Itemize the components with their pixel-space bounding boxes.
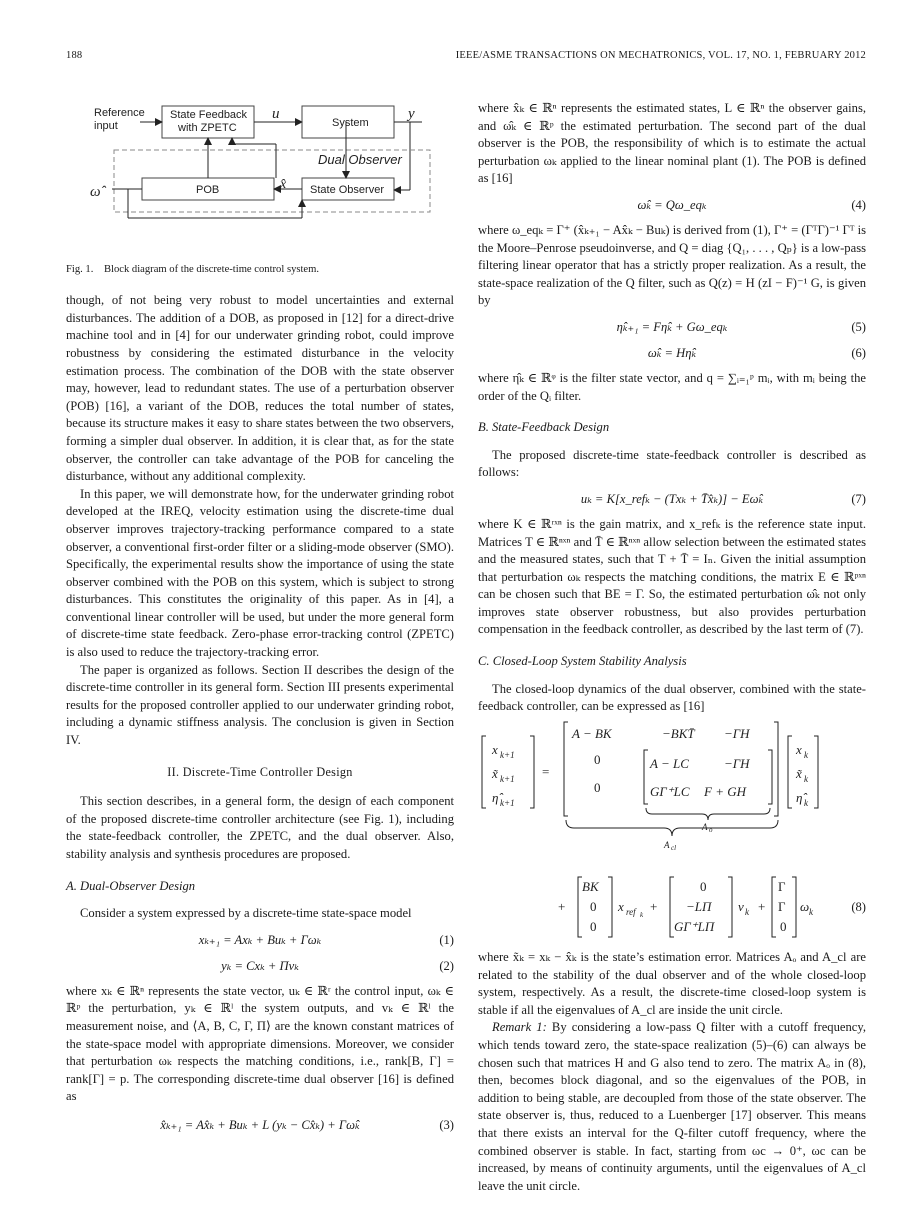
svg-text:System: System — [332, 117, 369, 129]
equation-3: x̂ₖ₊₁ = Ax̂ₖ + Buₖ + L (yₖ − Cx̂ₖ) + Γω̂ₖ (3) — [160, 1117, 454, 1132]
x-hat-label: x̂ — [280, 177, 287, 192]
equation-5: η̂ₖ₊₁ = Fη̂ₖ + Gω_eqₖ (5) — [616, 319, 866, 334]
omega-hat-label: ω̂ — [90, 184, 101, 200]
svg-text:x: x — [796, 741, 802, 757]
svg-text:A − BK: A − BK — [572, 725, 612, 741]
svg-text:o: o — [709, 825, 713, 834]
svg-text:x: x — [618, 899, 624, 915]
svg-text:−ΓH: −ΓH — [724, 755, 750, 771]
svg-text:+: + — [650, 899, 658, 915]
svg-text:k: k — [640, 911, 644, 920]
figure-caption: Fig. 1. Block diagram of the discrete-time control system. — [66, 263, 320, 275]
equation-2: yₖ = Cxₖ + Πvₖ (2) — [221, 958, 454, 973]
svg-text:η̂: η̂ — [492, 789, 499, 805]
paragraph: though, of not being very robust to model uncertainties and external disturbances. The addition of a DOB, as proposed in [12] for a direct-drive machine tool and in [4] for our underwater grinding robot, could improve robustness by considering the estimated disturbance in the velocity estimation process. The combination of the DOB with the state observer may, however, lead to redundant states. The use of a perturbation observer (POB) [16], a variant of the DOB, reduces the total number of states, because its structure makes it easy to share states between the two observers, forming a simpler dual observer. In addition, it is clear that, as for the state observer, the controller can take advantage of the POB for canceling the disturbance, without any additional complexity. — [66, 293, 454, 484]
svg-text:0: 0 — [700, 879, 707, 895]
svg-text:η̂: η̂ — [796, 789, 803, 805]
svg-text:x̃: x̃ — [492, 765, 498, 781]
section-heading: II. Discrete-Time Controller Design — [167, 764, 353, 779]
svg-text:k: k — [804, 773, 808, 784]
paragraph: where x̂ₖ ∈ ℝⁿ represents the estimated states, L ∈ ℝⁿ the observer gains, and ω̂ₖ ∈ ℝᵖ the estimated perturbation. The second part of the dual observer is the POB, the responsibility of which is to estimate the actual perturbation ωₖ applied to the linear nominal plant (1). The POB is defined as [16] — [478, 101, 866, 186]
svg-text:ref: ref — [626, 907, 636, 918]
svg-text:BK: BK — [582, 879, 599, 895]
paragraph: Consider a system expressed by a discrete-time state-space model — [80, 906, 412, 921]
svg-text:POB: POB — [196, 184, 220, 196]
right-column — [478, 100, 866, 1195]
svg-text:Γ: Γ — [778, 879, 786, 895]
y-label: y — [408, 106, 415, 122]
svg-text:GΓ⁺LC: GΓ⁺LC — [650, 783, 690, 799]
svg-text:0: 0 — [590, 919, 597, 935]
svg-text:v: v — [738, 899, 744, 915]
svg-text:A − LC: A − LC — [650, 755, 689, 771]
equation-8-inputs — [478, 871, 866, 943]
svg-text:0: 0 — [594, 751, 601, 767]
svg-text:State Observer: State Observer — [310, 184, 384, 196]
svg-text:k: k — [804, 749, 808, 760]
reference-input-label: Reference — [94, 107, 145, 119]
svg-text:input: input — [94, 120, 118, 132]
svg-text:cl: cl — [671, 843, 677, 852]
equation-6: ω̂ₖ = Hη̂ₖ (6) — [647, 345, 866, 360]
remark-label: Remark 1: — [492, 1020, 547, 1035]
svg-text:k: k — [745, 907, 749, 918]
remark-1: Remark 1: By considering a low-pass Q filter with a cutoff frequency, which tends toward zero, the state-space realization (5)–(6) can always be chosen such that matrices H and G also tend to zero. The matrix Aₒ in (8), then, becomes block diagonal, and so the eigenvalues of the POB, in addition to being stable, are decoupled from those of the state observer. The state observer is, thus, reduced to a Luenberger [17] observer. This means that there exists an interval for the Q-filter cutoff frequency, where the combined observer is stable. In fact, starting from ωc → 0⁺, ωc can be increased, by means of continuity arguments, until the eigenvalues of A_cl leave the unit circle. — [478, 1020, 866, 1193]
left-column — [66, 100, 454, 1144]
paragraph: where x̃ₖ = xₖ − x̂ₖ is the state’s estimation error. Matrices Aₒ and A_cl are related to the stability of the dual observer and of the whole closed-loop system, respectively. As a result, the discrete-time closed-loop system is stable if all the eigenvalues of A_cl are inside the unit circle. — [478, 950, 866, 1017]
svg-text:0: 0 — [594, 779, 601, 795]
svg-text:0: 0 — [780, 919, 787, 935]
equation-8-number: (8) — [851, 900, 866, 915]
paragraph: This section describes, in a general form, the design of each component of the proposed discrete-time controller architecture (see Fig. 1), including the state-feedback controller, the ZPETC, and the dual observer. Also, stability analysis and synthesis procedures are proposed. — [66, 794, 454, 861]
paragraph: The paper is organized as follows. Section II describes the design of the discrete-time controller in its general form. Section III presents experimental results for the proposed controller applied to our underwater grinding robot, including a dynamic stiffness analysis. The conclusion is given in Section IV. — [66, 662, 454, 748]
dual-observer-label: Dual Observer — [318, 152, 402, 167]
svg-text:0: 0 — [590, 899, 597, 915]
svg-text:−ΓH: −ΓH — [724, 725, 750, 741]
svg-text:Γ: Γ — [778, 899, 786, 915]
svg-text:with ZPETC: with ZPETC — [178, 122, 237, 134]
subsection-heading: C. Closed-Loop System Stability Analysis — [478, 654, 687, 669]
svg-text:ω: ω — [800, 899, 810, 915]
svg-text:k+1: k+1 — [500, 749, 515, 760]
svg-text:x̃: x̃ — [796, 765, 802, 781]
paragraph: where η̂ₖ ∈ ℝᵠ is the filter state vector, and q = ∑ᵢ₌₁ᵖ mᵢ, with mᵢ being the order of the Qᵢ filter. — [478, 370, 866, 403]
paragraph: In this paper, we will demonstrate how, for the underwater grinding robot developed at the IREQ, velocity estimation using the discrete-time dual observer improves trajectory-tracking performance compared to a state observer, a conventional first-order filter or a sliding-mode observer (SMO). Specifically, the experimental results show the importance of using the state observer combined with the POB on this system, which is subject to strong disturbances. This constitutes the originality of this paper. As in [4], a conventional linear controller will be used, but under the more general form of discrete-time state feedback. Zero-phase error-tracking control (ZPETC) is also used to reduce the trajectory-tracking error. — [66, 486, 454, 660]
svg-text:=: = — [542, 763, 550, 779]
paragraph: where K ∈ ℝʳˣⁿ is the gain matrix, and x_refₖ is the reference state input. Matrices T ∈ ℝⁿˣⁿ and T̄ ∈ ℝⁿˣⁿ allow selection between the estimated states and the measured states, such that T + T̄ = Iₙ. Given the initial assumption that perturbation ωₖ respects the matching conditions, the matrix E ∈ ℝᵖˣⁿ can be chosen such that BE = Γ. So, the estimated perturbation ω̂ₖ not only improves state observer robustness, but also provides perturbation compensation in the feedback controller, as described by the last term of (7). — [478, 516, 866, 637]
equation-4: ω̂ₖ = Qω_eqₖ (4) — [637, 197, 866, 212]
paragraph: The proposed discrete-time state-feedback controller is described as follows: — [478, 447, 866, 480]
svg-text:F + GH: F + GH — [704, 783, 746, 799]
journal-header: IEEE/ASME TRANSACTIONS ON MECHATRONICS, VOL. 17, NO. 1, FEBRUARY 2012 — [455, 50, 866, 61]
svg-text:+: + — [558, 899, 566, 915]
paragraph: where xₖ ∈ ℝⁿ represents the state vector, uₖ ∈ ℝʳ the control input, ωₖ ∈ ℝᵖ the perturbation, yₖ ∈ ℝˡ the system outputs, and vₖ ∈ ℝˡ the measurement noise, and ⟨A, B, C, Γ, Π⟩ are the known constant matrices of the state-space model with appropriate dimensions. Moreover, we consider that perturbation ωₖ respects the matching conditions, i.e., rank[B, Γ] = rank[Γ] = p. The corresponding discrete-time dual observer [16] is defined as — [66, 983, 454, 1104]
equation-8 — [478, 871, 866, 949]
svg-text:k+1: k+1 — [500, 797, 515, 808]
page-number: 188 — [66, 50, 83, 61]
equation-1: xₖ₊₁ = Axₖ + Buₖ + Γωₖ (1) — [198, 932, 454, 947]
svg-text:+: + — [758, 899, 766, 915]
svg-text:−BKT̄: −BKT̄ — [662, 725, 695, 741]
svg-text:GΓ⁺LΠ: GΓ⁺LΠ — [674, 919, 715, 935]
subsection-heading: A. Dual-Observer Design — [66, 878, 196, 893]
svg-text:k+1: k+1 — [500, 773, 515, 784]
u-label: u — [272, 106, 280, 122]
svg-text:−LΠ: −LΠ — [686, 899, 712, 915]
paragraph: where ω_eqₖ = Γ⁺ (x̂ₖ₊₁ − Ax̂ₖ − Buₖ) is derived from (1), Γ⁺ = (ΓᵀΓ)⁻¹ Γᵀ is the Moore–Penrose pseudoinverse, and Q = diag {Q₁, . . . , Qₚ} is a low-pass filtering linear operator that has a strictly proper realization. As a result, the state-space realization of the Q filter, such as Q(z) = H (zI − F)⁻¹ G, is given by — [478, 222, 866, 308]
equation-8-matrix — [478, 716, 866, 866]
svg-text:k: k — [804, 797, 808, 808]
subsection-heading: B. State-Feedback Design — [478, 420, 610, 435]
svg-text:State Feedback: State Feedback — [170, 109, 248, 121]
svg-text:A: A — [664, 839, 670, 850]
block-diagram — [66, 104, 454, 249]
svg-text:x: x — [492, 741, 498, 757]
svg-text:A: A — [702, 821, 708, 832]
svg-text:k: k — [809, 907, 813, 918]
equation-7: uₖ = K[x_refₖ − (Txₖ + T̄x̂ₖ)] − Eω̂ₖ (7) — [580, 491, 866, 506]
paragraph: The closed-loop dynamics of the dual observer, combined with the state-feedback controller, can be expressed as [16] — [478, 681, 866, 714]
